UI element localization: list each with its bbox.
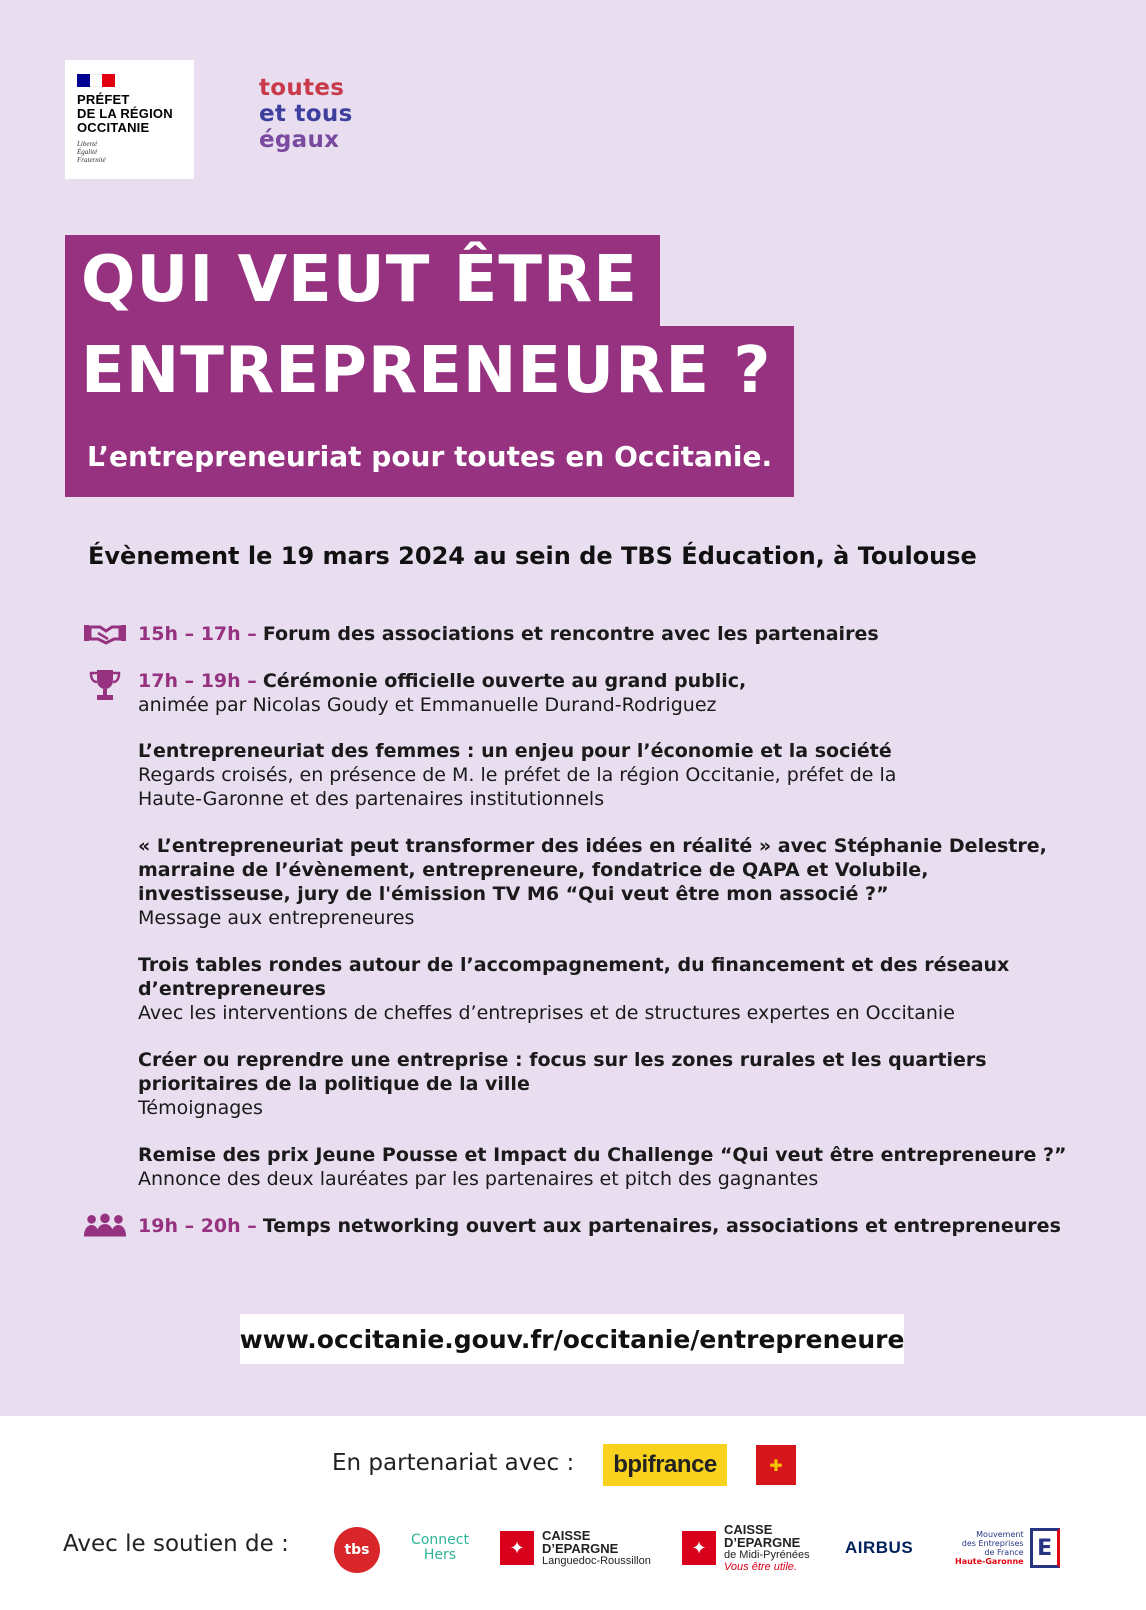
title-line-1: QUI VEUT ÊTRE [65, 235, 660, 326]
airbus-logo: AIRBUS [845, 1538, 914, 1557]
slot-title: Forum des associations et rencontre avec les partenaires [262, 623, 879, 645]
people-group-icon [82, 1211, 128, 1241]
slot-time: 17h – 19h – [138, 670, 257, 692]
republic-motto: Liberté Égalité Fraternité [77, 140, 106, 164]
slot-title: Temps networking ouvert aux partenaires, associations et entrepreneures [262, 1215, 1061, 1237]
subitem-description: Avec les interventions de cheffes d’entreprises et de structures expertes en Occitanie [138, 1002, 955, 1024]
toutes-et-tous-egaux-logo: toutes et tous égaux [259, 75, 353, 153]
bpifrance-logo: bpifrance [603, 1444, 727, 1486]
handshake-icon [82, 619, 128, 649]
support-label: Avec le soutien de : [63, 1531, 289, 1557]
caisse-epargne-languedoc-logo: ✦ CAISSE D’EPARGNE Languedoc-Roussillon [500, 1520, 660, 1576]
subitem-description: Message aux entrepreneures [138, 907, 415, 929]
slot-description: animée par Nicolas Goudy et Emmanuelle Durand-Rodriguez [138, 694, 717, 716]
slot-time: 15h – 17h – [138, 623, 257, 645]
title-line-2: ENTREPRENEURE ? [65, 326, 794, 417]
subitem-title: investisseuse, jury de l'émission TV M6 “Qui veut être mon associé ?” [138, 883, 889, 905]
subitem-description: Haute-Garonne et des partenaires institutionnels [138, 788, 605, 810]
french-flag-icon [77, 74, 115, 87]
subitem-title: « L’entrepreneuriat peut transformer des idées en réalité » avec Stéphanie Delestre, [138, 835, 1047, 857]
slot-time: 19h – 20h – [138, 1215, 257, 1237]
subitem-title: Trois tables rondes autour de l’accompagnement, du financement et des réseaux [138, 954, 1010, 976]
subitem-title: prioritaires de la politique de la ville [138, 1073, 530, 1095]
subitem-title: L’entrepreneuriat des femmes : un enjeu pour l’économie et la société [138, 740, 892, 762]
medef-e-icon: E [1030, 1528, 1060, 1568]
partner-label: En partenariat avec : [332, 1450, 575, 1476]
caisse-epargne-midi-pyrenees-logo: ✦ CAISSE D’EPARGNE de Midi-Pyrénées Vous être utile. [682, 1520, 842, 1576]
subitem-description: Regards croisés, en présence de M. le préfet de la région Occitanie, préfet de la [138, 764, 897, 786]
subtitle: L’entrepreneuriat pour toutes en Occitanie. [65, 417, 794, 497]
prefet-name: PRÉFET DE LA RÉGION OCCITANIE [77, 92, 173, 135]
subitem-title: d’entrepreneures [138, 978, 326, 1000]
website-url[interactable]: www.occitanie.gouv.fr/occitanie/entrepreneure [240, 1314, 904, 1364]
event-line: Évènement le 19 mars 2024 au sein de TBS Éducation, à Toulouse [88, 542, 977, 570]
slot-title: Cérémonie officielle ouverte au grand public, [262, 670, 747, 692]
subitem-title: marraine de l’évènement, entrepreneure, fondatrice de QAPA et Volubile, [138, 859, 929, 881]
subitem-title: Remise des prix Jeune Pousse et Impact du Challenge “Qui veut être entrepreneure ?” [138, 1144, 1067, 1166]
title-block [65, 235, 794, 497]
tbs-education-logo: tbs [334, 1527, 380, 1573]
region-occitanie-logo: ✚ [756, 1445, 796, 1485]
subitem-title: Créer ou reprendre une entreprise : focus sur les zones rurales et les quartiers [138, 1049, 987, 1071]
subitem-description: Annonce des deux lauréates par les partenaires et pitch des gagnantes [138, 1168, 819, 1190]
prefet-logo [65, 60, 194, 179]
squirrel-icon: ✦ [500, 1531, 534, 1565]
footer [0, 1416, 1146, 1610]
connect-hers-logo: Connect Hers [411, 1532, 469, 1563]
subitem-description: Témoignages [138, 1097, 263, 1119]
medef-haute-garonne-logo: Mouvement des Entreprises de France Haute-Garonne E [955, 1520, 1075, 1576]
trophy-icon [82, 667, 128, 703]
squirrel-icon: ✦ [682, 1531, 716, 1565]
